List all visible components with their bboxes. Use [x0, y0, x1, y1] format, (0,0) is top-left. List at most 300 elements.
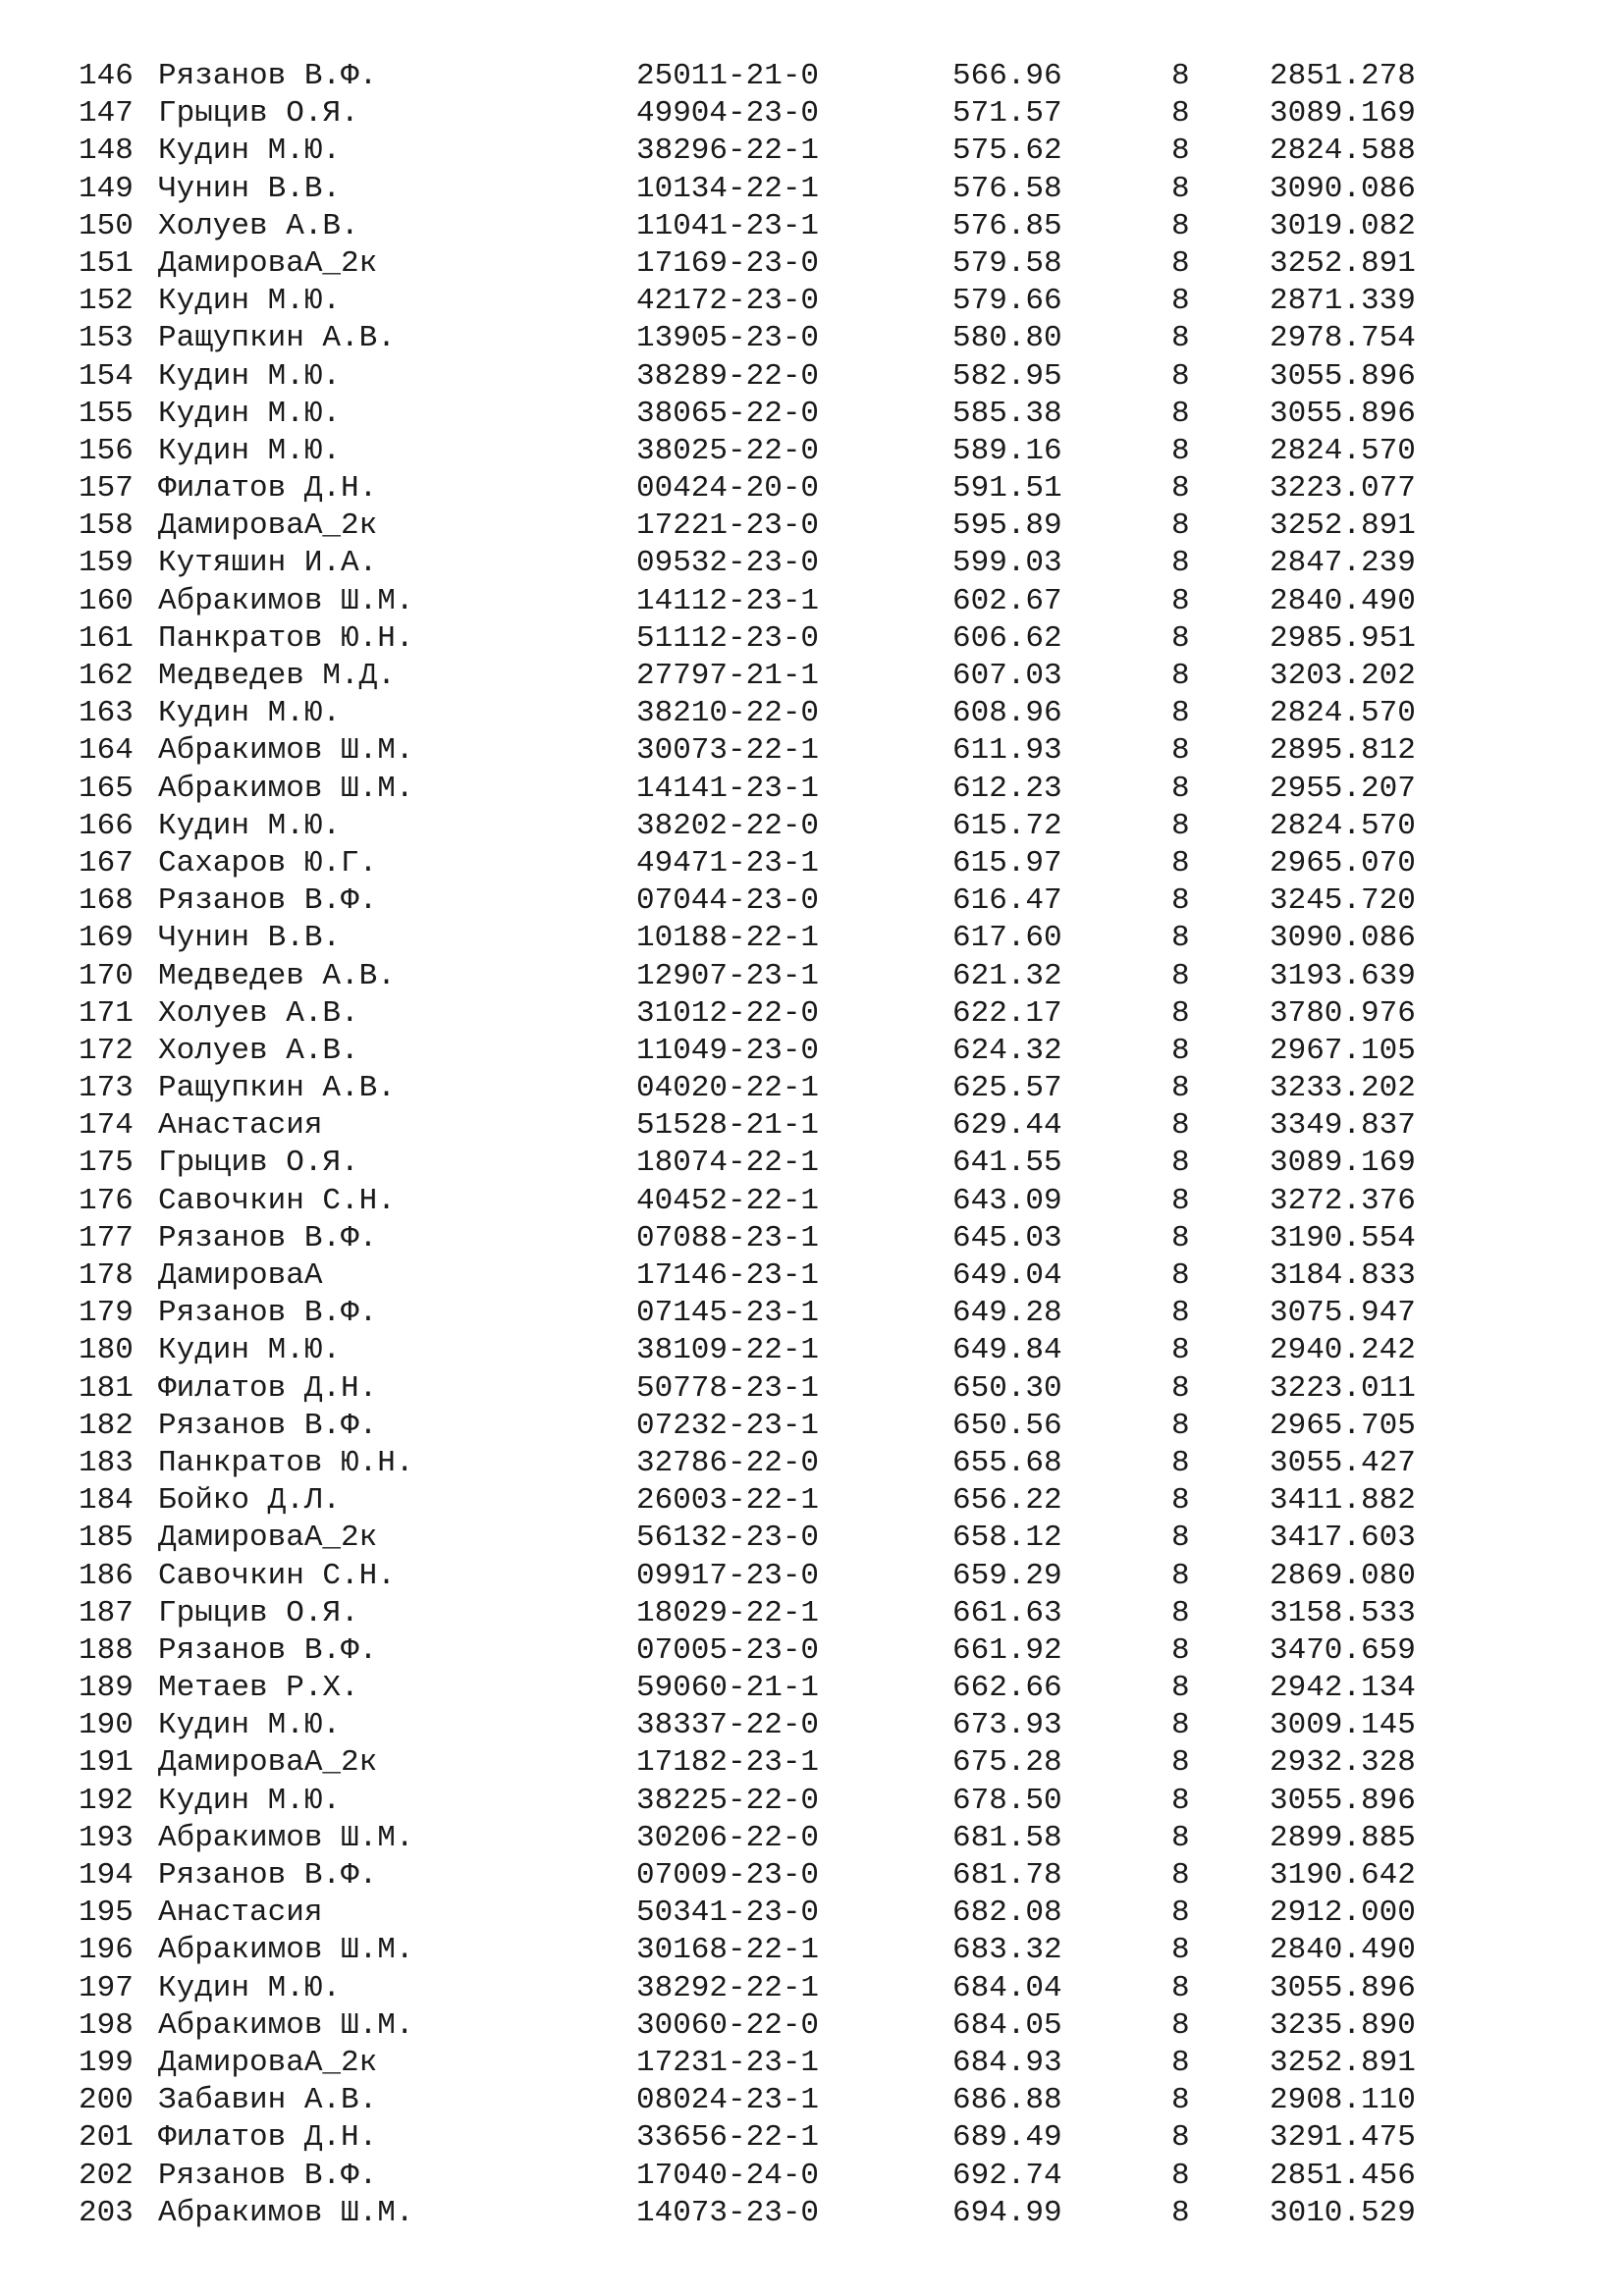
count-value: 8 — [1171, 583, 1190, 618]
measured-value: 576.85 — [952, 208, 1062, 243]
operator-name: Савочкин С.Н. — [158, 1558, 396, 1593]
operator-name: ДамироваА_2к — [158, 1745, 378, 1781]
total-value: 2967.105 — [1270, 1033, 1416, 1068]
table-row — [79, 545, 1453, 582]
count-value: 8 — [1171, 2120, 1190, 2156]
table-row — [79, 1595, 1453, 1632]
operator-name: Рязанов В.Ф. — [158, 1296, 378, 1331]
row-number: 187 — [79, 1595, 134, 1630]
measured-value: 645.03 — [952, 1220, 1062, 1255]
operator-name: ДамироваА_2к — [158, 245, 378, 281]
table-row — [79, 58, 1453, 95]
record-code: 10188-22-1 — [636, 921, 820, 956]
operator-name: Холуев А.В. — [158, 208, 359, 243]
total-value: 3019.082 — [1270, 208, 1416, 243]
measured-value: 650.30 — [952, 1370, 1062, 1406]
count-value: 8 — [1171, 433, 1190, 468]
record-code: 08024-23-1 — [636, 2083, 820, 2118]
operator-name: Кутяшин И.А. — [158, 546, 378, 581]
table-row — [79, 2195, 1453, 2232]
row-number: 175 — [79, 1146, 134, 1181]
operator-name: Кудин М.Ю. — [158, 1333, 342, 1368]
row-number: 179 — [79, 1296, 134, 1331]
total-value: 2978.754 — [1270, 321, 1416, 356]
record-code: 18029-22-1 — [636, 1595, 820, 1630]
table-row — [79, 1145, 1453, 1182]
total-value: 2942.134 — [1270, 1671, 1416, 1706]
measured-value: 689.49 — [952, 2120, 1062, 2156]
table-row — [79, 1632, 1453, 1670]
row-number: 185 — [79, 1521, 134, 1556]
operator-name: Кудин М.Ю. — [158, 696, 342, 731]
table-row — [79, 882, 1453, 920]
table-row — [79, 2119, 1453, 2157]
measured-value: 611.93 — [952, 733, 1062, 769]
total-value: 3235.890 — [1270, 2007, 1416, 2043]
measured-value: 681.58 — [952, 1820, 1062, 1855]
count-value: 8 — [1171, 358, 1190, 394]
operator-name: Ращупкин А.В. — [158, 1071, 396, 1106]
row-number: 148 — [79, 133, 134, 169]
row-number: 165 — [79, 771, 134, 806]
row-number: 167 — [79, 845, 134, 881]
total-value: 3055.896 — [1270, 1783, 1416, 1818]
row-number: 196 — [79, 1933, 134, 1968]
operator-name: Бойко Д.Л. — [158, 1483, 342, 1519]
measured-value: 683.32 — [952, 1933, 1062, 1968]
table-row — [79, 658, 1453, 695]
table-row — [79, 583, 1453, 620]
measured-value: 602.67 — [952, 583, 1062, 618]
total-value: 2985.951 — [1270, 620, 1416, 656]
row-number: 147 — [79, 96, 134, 132]
total-value: 2824.570 — [1270, 696, 1416, 731]
record-code: 14112-23-1 — [636, 583, 820, 618]
count-value: 8 — [1171, 133, 1190, 169]
record-code: 04020-22-1 — [636, 1071, 820, 1106]
operator-name: Абракимов Ш.М. — [158, 1820, 414, 1855]
operator-name: Анастасия — [158, 1896, 323, 1931]
operator-name: Ращупкин А.В. — [158, 321, 396, 356]
count-value: 8 — [1171, 845, 1190, 881]
record-code: 18074-22-1 — [636, 1146, 820, 1181]
operator-name: Рязанов В.Ф. — [158, 1408, 378, 1443]
total-value: 2840.490 — [1270, 583, 1416, 618]
count-value: 8 — [1171, 1146, 1190, 1181]
row-number: 158 — [79, 508, 134, 544]
count-value: 8 — [1171, 508, 1190, 544]
record-code: 17146-23-1 — [636, 1258, 820, 1293]
operator-name: Кудин М.Ю. — [158, 1970, 342, 2005]
row-number: 200 — [79, 2083, 134, 2118]
count-value: 8 — [1171, 1558, 1190, 1593]
total-value: 3089.169 — [1270, 1146, 1416, 1181]
total-value: 3089.169 — [1270, 96, 1416, 132]
record-code: 51112-23-0 — [636, 620, 820, 656]
operator-name: Кудин М.Ю. — [158, 133, 342, 169]
measured-value: 658.12 — [952, 1521, 1062, 1556]
count-value: 8 — [1171, 1858, 1190, 1893]
row-number: 164 — [79, 733, 134, 769]
operator-name: Кудин М.Ю. — [158, 1783, 342, 1818]
measured-value: 615.97 — [952, 845, 1062, 881]
total-value: 2840.490 — [1270, 1933, 1416, 1968]
operator-name: Рязанов В.Ф. — [158, 1632, 378, 1668]
measured-value: 585.38 — [952, 396, 1062, 431]
operator-name: Рязанов В.Ф. — [158, 2158, 378, 2193]
count-value: 8 — [1171, 2007, 1190, 2043]
measured-value: 566.96 — [952, 59, 1062, 93]
total-value: 3349.837 — [1270, 1108, 1416, 1144]
total-value: 3190.554 — [1270, 1220, 1416, 1255]
record-code: 17182-23-1 — [636, 1745, 820, 1781]
measured-value: 659.29 — [952, 1558, 1062, 1593]
record-code: 38225-22-0 — [636, 1783, 820, 1818]
row-number: 192 — [79, 1783, 134, 1818]
table-row — [79, 808, 1453, 845]
record-code: 13905-23-0 — [636, 321, 820, 356]
table-row — [79, 396, 1453, 433]
row-number: 174 — [79, 1108, 134, 1144]
measured-value: 641.55 — [952, 1146, 1062, 1181]
operator-name: ДамироваА_2к — [158, 508, 378, 544]
total-value: 3010.529 — [1270, 2195, 1416, 2230]
measured-value: 629.44 — [952, 1108, 1062, 1144]
record-code: 07232-23-1 — [636, 1408, 820, 1443]
record-code: 49471-23-1 — [636, 845, 820, 881]
measured-value: 675.28 — [952, 1745, 1062, 1781]
count-value: 8 — [1171, 1033, 1190, 1068]
measured-value: 582.95 — [952, 358, 1062, 394]
total-value: 2847.239 — [1270, 546, 1416, 581]
operator-name: Рязанов В.Ф. — [158, 1858, 378, 1893]
count-value: 8 — [1171, 1671, 1190, 1706]
table-row — [79, 1220, 1453, 1257]
count-value: 8 — [1171, 1370, 1190, 1406]
record-code: 25011-21-0 — [636, 59, 820, 93]
record-code: 30168-22-1 — [636, 1933, 820, 1968]
count-value: 8 — [1171, 2045, 1190, 2080]
table-row — [79, 2082, 1453, 2119]
row-number: 203 — [79, 2195, 134, 2230]
count-value: 8 — [1171, 1783, 1190, 1818]
total-value: 3245.720 — [1270, 883, 1416, 919]
total-value: 2899.885 — [1270, 1820, 1416, 1855]
count-value: 8 — [1171, 921, 1190, 956]
row-number: 193 — [79, 1820, 134, 1855]
row-number: 160 — [79, 583, 134, 618]
table-row — [79, 1970, 1453, 2007]
measured-value: 615.72 — [952, 808, 1062, 843]
total-value: 3158.533 — [1270, 1595, 1416, 1630]
record-code: 32786-22-0 — [636, 1445, 820, 1480]
record-code: 17231-23-1 — [636, 2045, 820, 2080]
record-code: 31012-22-0 — [636, 995, 820, 1031]
count-value: 8 — [1171, 2158, 1190, 2193]
count-value: 8 — [1171, 284, 1190, 319]
measured-value: 678.50 — [952, 1783, 1062, 1818]
count-value: 8 — [1171, 1820, 1190, 1855]
count-value: 8 — [1171, 1296, 1190, 1331]
total-value: 2851.278 — [1270, 59, 1416, 93]
table-row — [79, 1857, 1453, 1895]
count-value: 8 — [1171, 696, 1190, 731]
measured-value: 673.93 — [952, 1708, 1062, 1743]
total-value: 3009.145 — [1270, 1708, 1416, 1743]
operator-name: Абракимов Ш.М. — [158, 771, 414, 806]
row-number: 183 — [79, 1445, 134, 1480]
record-code: 38109-22-1 — [636, 1333, 820, 1368]
count-value: 8 — [1171, 1408, 1190, 1443]
total-value: 2824.570 — [1270, 433, 1416, 468]
operator-name: Абракимов Ш.М. — [158, 583, 414, 618]
record-code: 49904-23-0 — [636, 96, 820, 132]
total-value: 3203.202 — [1270, 659, 1416, 693]
total-value: 2940.242 — [1270, 1333, 1416, 1368]
row-number: 172 — [79, 1033, 134, 1068]
row-number: 163 — [79, 696, 134, 731]
operator-name: Анастасия — [158, 1108, 323, 1144]
row-number: 184 — [79, 1483, 134, 1519]
table-row — [79, 433, 1453, 470]
measured-value: 589.16 — [952, 433, 1062, 468]
operator-name: Абракимов Ш.М. — [158, 1933, 414, 1968]
operator-name: Кудин М.Ю. — [158, 284, 342, 319]
record-code: 27797-21-1 — [636, 659, 820, 693]
operator-name: ДамироваА — [158, 1258, 323, 1293]
record-code: 50778-23-1 — [636, 1370, 820, 1406]
table-row — [79, 1408, 1453, 1445]
record-code: 38025-22-0 — [636, 433, 820, 468]
operator-name: Забавин А.В. — [158, 2083, 378, 2118]
total-value: 3075.947 — [1270, 1296, 1416, 1331]
operator-name: Савочкин С.Н. — [158, 1183, 396, 1218]
measured-value: 694.99 — [952, 2195, 1062, 2230]
total-value: 3272.376 — [1270, 1183, 1416, 1218]
measured-value: 579.66 — [952, 284, 1062, 319]
total-value: 3252.891 — [1270, 2045, 1416, 2080]
record-code: 38337-22-0 — [636, 1708, 820, 1743]
table-row — [79, 1107, 1453, 1145]
operator-name: Филатов Д.Н. — [158, 2120, 378, 2156]
operator-name: Кудин М.Ю. — [158, 1708, 342, 1743]
total-value: 3055.896 — [1270, 396, 1416, 431]
table-row — [79, 245, 1453, 283]
total-value: 2908.110 — [1270, 2083, 1416, 2118]
table-row — [79, 470, 1453, 507]
operator-name: Филатов Д.Н. — [158, 471, 378, 507]
row-number: 181 — [79, 1370, 134, 1406]
operator-name: Чунин В.В. — [158, 921, 342, 956]
total-value: 3223.011 — [1270, 1370, 1416, 1406]
record-code: 14073-23-0 — [636, 2195, 820, 2230]
record-code: 12907-23-1 — [636, 958, 820, 993]
operator-name: Холуев А.В. — [158, 995, 359, 1031]
measured-value: 616.47 — [952, 883, 1062, 919]
operator-name: Абракимов Ш.М. — [158, 733, 414, 769]
measured-value: 599.03 — [952, 546, 1062, 581]
total-value: 3090.086 — [1270, 921, 1416, 956]
operator-name: ДамироваА_2к — [158, 2045, 378, 2080]
total-value: 2824.588 — [1270, 133, 1416, 169]
count-value: 8 — [1171, 1220, 1190, 1255]
record-code: 14141-23-1 — [636, 771, 820, 806]
table-row — [79, 1445, 1453, 1482]
count-value: 8 — [1171, 1708, 1190, 1743]
record-code: 07009-23-0 — [636, 1858, 820, 1893]
record-code: 10134-22-1 — [636, 171, 820, 206]
row-number: 169 — [79, 921, 134, 956]
total-value: 3055.896 — [1270, 358, 1416, 394]
total-value: 2965.070 — [1270, 845, 1416, 881]
count-value: 8 — [1171, 2083, 1190, 2118]
record-code: 11049-23-0 — [636, 1033, 820, 1068]
record-code: 38296-22-1 — [636, 133, 820, 169]
row-number: 149 — [79, 171, 134, 206]
record-code: 38210-22-0 — [636, 696, 820, 731]
measured-value: 662.66 — [952, 1671, 1062, 1706]
record-code: 07088-23-1 — [636, 1220, 820, 1255]
row-number: 161 — [79, 620, 134, 656]
total-value: 3411.882 — [1270, 1483, 1416, 1519]
table-row — [79, 1332, 1453, 1369]
measured-value: 681.78 — [952, 1858, 1062, 1893]
row-number: 191 — [79, 1745, 134, 1781]
table-row — [79, 171, 1453, 208]
measured-value: 650.56 — [952, 1408, 1062, 1443]
table-row — [79, 133, 1453, 170]
operator-name: Кудин М.Ю. — [158, 396, 342, 431]
row-number: 180 — [79, 1333, 134, 1368]
total-value: 2895.812 — [1270, 733, 1416, 769]
operator-name: Чунин В.В. — [158, 171, 342, 206]
table-row — [79, 95, 1453, 133]
count-value: 8 — [1171, 620, 1190, 656]
total-value: 2965.705 — [1270, 1408, 1416, 1443]
row-number: 155 — [79, 396, 134, 431]
count-value: 8 — [1171, 2195, 1190, 2230]
total-value: 3055.896 — [1270, 1970, 1416, 2005]
table-row — [79, 1520, 1453, 1557]
operator-name: Сахаров Ю.Г. — [158, 845, 378, 881]
measured-value: 655.68 — [952, 1445, 1062, 1480]
row-number: 162 — [79, 659, 134, 693]
count-value: 8 — [1171, 1933, 1190, 1968]
operator-name: Грыцив О.Я. — [158, 1146, 359, 1181]
operator-name: Рязанов В.Ф. — [158, 883, 378, 919]
count-value: 8 — [1171, 396, 1190, 431]
count-value: 8 — [1171, 59, 1190, 93]
record-code: 00424-20-0 — [636, 471, 820, 507]
total-value: 3233.202 — [1270, 1071, 1416, 1106]
record-code: 51528-21-1 — [636, 1108, 820, 1144]
measured-value: 684.05 — [952, 2007, 1062, 2043]
measured-value: 661.63 — [952, 1595, 1062, 1630]
measured-value: 612.23 — [952, 771, 1062, 806]
measured-value: 684.04 — [952, 1970, 1062, 2005]
count-value: 8 — [1171, 1970, 1190, 2005]
record-code: 26003-22-1 — [636, 1483, 820, 1519]
row-number: 146 — [79, 59, 134, 93]
measured-value: 591.51 — [952, 471, 1062, 507]
operator-name: Метаев Р.Х. — [158, 1671, 359, 1706]
row-number: 182 — [79, 1408, 134, 1443]
record-code: 07005-23-0 — [636, 1632, 820, 1668]
row-number: 173 — [79, 1071, 134, 1106]
row-number: 201 — [79, 2120, 134, 2156]
row-number: 156 — [79, 433, 134, 468]
table-row — [79, 1707, 1453, 1744]
count-value: 8 — [1171, 1595, 1190, 1630]
table-row — [79, 732, 1453, 770]
record-code: 09917-23-0 — [636, 1558, 820, 1593]
row-number: 177 — [79, 1220, 134, 1255]
measured-value: 571.57 — [952, 96, 1062, 132]
table-row — [79, 283, 1453, 320]
count-value: 8 — [1171, 808, 1190, 843]
row-number: 171 — [79, 995, 134, 1031]
table-row — [79, 771, 1453, 808]
table-row — [79, 1295, 1453, 1332]
measured-value: 625.57 — [952, 1071, 1062, 1106]
row-number: 153 — [79, 321, 134, 356]
row-number: 151 — [79, 245, 134, 281]
table-row — [79, 1370, 1453, 1408]
row-number: 178 — [79, 1258, 134, 1293]
total-value: 3291.475 — [1270, 2120, 1416, 2156]
total-value: 3193.639 — [1270, 958, 1416, 993]
total-value: 3252.891 — [1270, 508, 1416, 544]
measured-value: 579.58 — [952, 245, 1062, 281]
total-value: 3223.077 — [1270, 471, 1416, 507]
row-number: 159 — [79, 546, 134, 581]
count-value: 8 — [1171, 1896, 1190, 1931]
measured-value: 656.22 — [952, 1483, 1062, 1519]
record-code: 50341-23-0 — [636, 1896, 820, 1931]
row-number: 195 — [79, 1896, 134, 1931]
count-value: 8 — [1171, 771, 1190, 806]
table-row — [79, 695, 1453, 732]
record-code: 11041-23-1 — [636, 208, 820, 243]
table-row — [79, 920, 1453, 957]
count-value: 8 — [1171, 733, 1190, 769]
operator-name: Кудин М.Ю. — [158, 808, 342, 843]
measured-value: 617.60 — [952, 921, 1062, 956]
count-value: 8 — [1171, 1071, 1190, 1106]
record-code: 42172-23-0 — [636, 284, 820, 319]
table-row — [79, 358, 1453, 396]
operator-name: Холуев А.В. — [158, 1033, 359, 1068]
row-number: 197 — [79, 1970, 134, 2005]
table-row — [79, 507, 1453, 545]
operator-name: Рязанов В.Ф. — [158, 59, 378, 93]
table-row — [79, 1482, 1453, 1520]
row-number: 170 — [79, 958, 134, 993]
row-number: 189 — [79, 1671, 134, 1706]
row-number: 152 — [79, 284, 134, 319]
measured-value: 649.28 — [952, 1296, 1062, 1331]
record-code: 59060-21-1 — [636, 1671, 820, 1706]
operator-name: Кудин М.Ю. — [158, 433, 342, 468]
measured-value: 661.92 — [952, 1632, 1062, 1668]
row-number: 190 — [79, 1708, 134, 1743]
measured-value: 606.62 — [952, 620, 1062, 656]
record-code: 30060-22-0 — [636, 2007, 820, 2043]
measured-value: 686.88 — [952, 2083, 1062, 2118]
row-number: 194 — [79, 1858, 134, 1893]
row-number: 166 — [79, 808, 134, 843]
record-code: 17169-23-0 — [636, 245, 820, 281]
